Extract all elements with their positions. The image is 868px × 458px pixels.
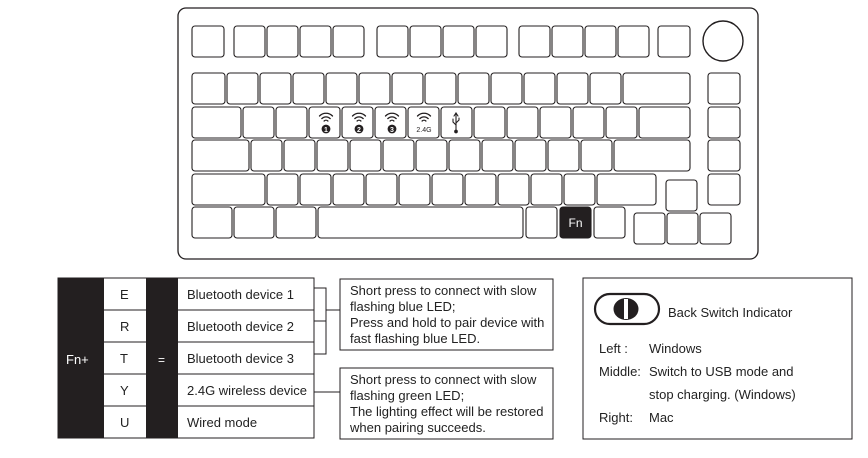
enter-key	[614, 140, 690, 171]
key	[491, 73, 522, 104]
key-label-r: R	[120, 319, 130, 334]
key	[300, 26, 331, 57]
backspace-key	[623, 73, 690, 104]
key	[507, 107, 538, 138]
function-label-r: Bluetooth device 2	[187, 319, 294, 334]
left-position-value: Windows	[649, 341, 702, 356]
key	[526, 207, 557, 238]
key	[333, 26, 364, 57]
key	[416, 140, 447, 171]
key	[377, 26, 408, 57]
key	[234, 26, 265, 57]
key	[594, 207, 625, 238]
key	[524, 73, 555, 104]
key	[317, 140, 348, 171]
wireless-note-line: The lighting effect will be restored	[350, 404, 544, 419]
volume-knob	[703, 21, 743, 61]
key	[359, 73, 390, 104]
key	[618, 26, 649, 57]
key	[267, 26, 298, 57]
key	[658, 26, 690, 57]
key	[350, 140, 381, 171]
key	[425, 73, 456, 104]
key	[498, 174, 529, 205]
left-position-label: Left :	[599, 341, 628, 356]
key-label-u: U	[120, 415, 130, 430]
key	[443, 26, 474, 57]
bluetooth-note-line: Short press to connect with slow	[350, 283, 537, 298]
key	[333, 174, 364, 205]
bracket-lines	[314, 288, 340, 392]
key	[552, 26, 583, 57]
key	[251, 140, 282, 171]
key	[267, 174, 298, 205]
key	[548, 140, 579, 171]
key	[531, 174, 562, 205]
tab-key	[192, 107, 241, 138]
middle-position-value-continued: stop charging. (Windows)	[649, 387, 796, 402]
key	[708, 107, 740, 138]
arrow-down-key	[667, 213, 698, 244]
function-label-t: Bluetooth device 3	[187, 351, 294, 366]
arrow-up-key	[666, 180, 697, 211]
key	[432, 174, 463, 205]
key	[519, 26, 550, 57]
right-shift-key	[597, 174, 656, 205]
key	[515, 140, 546, 171]
key	[708, 174, 740, 205]
ctrl-key	[192, 207, 232, 238]
key	[458, 73, 489, 104]
wireless-note-line: flashing green LED;	[350, 388, 465, 403]
key	[606, 107, 637, 138]
key-label-e: E	[120, 287, 129, 302]
alt-key	[276, 207, 316, 238]
key	[708, 140, 740, 171]
middle-position-label: Middle:	[599, 364, 641, 379]
caps-key	[192, 140, 249, 171]
key	[260, 73, 291, 104]
key	[392, 73, 423, 104]
key	[284, 140, 315, 171]
space-key	[318, 207, 523, 238]
win-key	[234, 207, 274, 238]
key-label-y: Y	[120, 383, 129, 398]
wireless-note-line: when pairing succeeds.	[350, 420, 486, 435]
key	[564, 174, 595, 205]
middle-position-value: Switch to USB mode and	[649, 364, 794, 379]
key	[585, 26, 616, 57]
key	[192, 73, 225, 104]
bluetooth-note-line: flashing blue LED;	[350, 299, 456, 314]
equals-label: =	[158, 353, 166, 367]
key	[449, 140, 480, 171]
backslash-key	[639, 107, 690, 138]
switch-indicator-icon	[595, 294, 659, 324]
badge-2-label: 2	[357, 126, 361, 134]
fn-key-label: Fn	[568, 216, 583, 230]
key	[590, 73, 621, 104]
wireless-note-line: Short press to connect with slow	[350, 372, 537, 387]
function-label-e: Bluetooth device 1	[187, 287, 294, 302]
key	[540, 107, 571, 138]
arrow-left-key	[634, 213, 665, 244]
key	[243, 107, 274, 138]
key	[383, 140, 414, 171]
left-shift-key	[192, 174, 265, 205]
right-position-label: Right:	[599, 410, 633, 425]
badge-24g-label: 2.4G	[416, 127, 432, 134]
right-position-value: Mac	[649, 410, 674, 425]
function-label-y: 2.4G wireless device	[187, 383, 307, 398]
key	[708, 73, 740, 104]
key	[557, 73, 588, 104]
key	[293, 73, 324, 104]
key-label-t: T	[120, 351, 128, 366]
bluetooth-note-line: Press and hold to pair device with	[350, 315, 545, 330]
fn-modifier-label: Fn+	[66, 352, 89, 367]
arrow-right-key	[700, 213, 731, 244]
badge-1-label: 1	[324, 126, 328, 134]
key	[410, 26, 441, 57]
bluetooth-note-line: fast flashing blue LED.	[350, 331, 481, 346]
key	[366, 174, 397, 205]
key	[227, 73, 258, 104]
key	[482, 140, 513, 171]
key	[399, 174, 430, 205]
key	[581, 140, 612, 171]
key	[476, 26, 507, 57]
key	[573, 107, 604, 138]
switch-panel-title: Back Switch Indicator	[668, 305, 793, 320]
key	[276, 107, 307, 138]
key	[300, 174, 331, 205]
badge-3-label: 3	[390, 126, 394, 134]
key	[474, 107, 505, 138]
function-label-u: Wired mode	[187, 415, 258, 430]
key	[465, 174, 496, 205]
key	[326, 73, 357, 104]
key	[192, 26, 224, 57]
